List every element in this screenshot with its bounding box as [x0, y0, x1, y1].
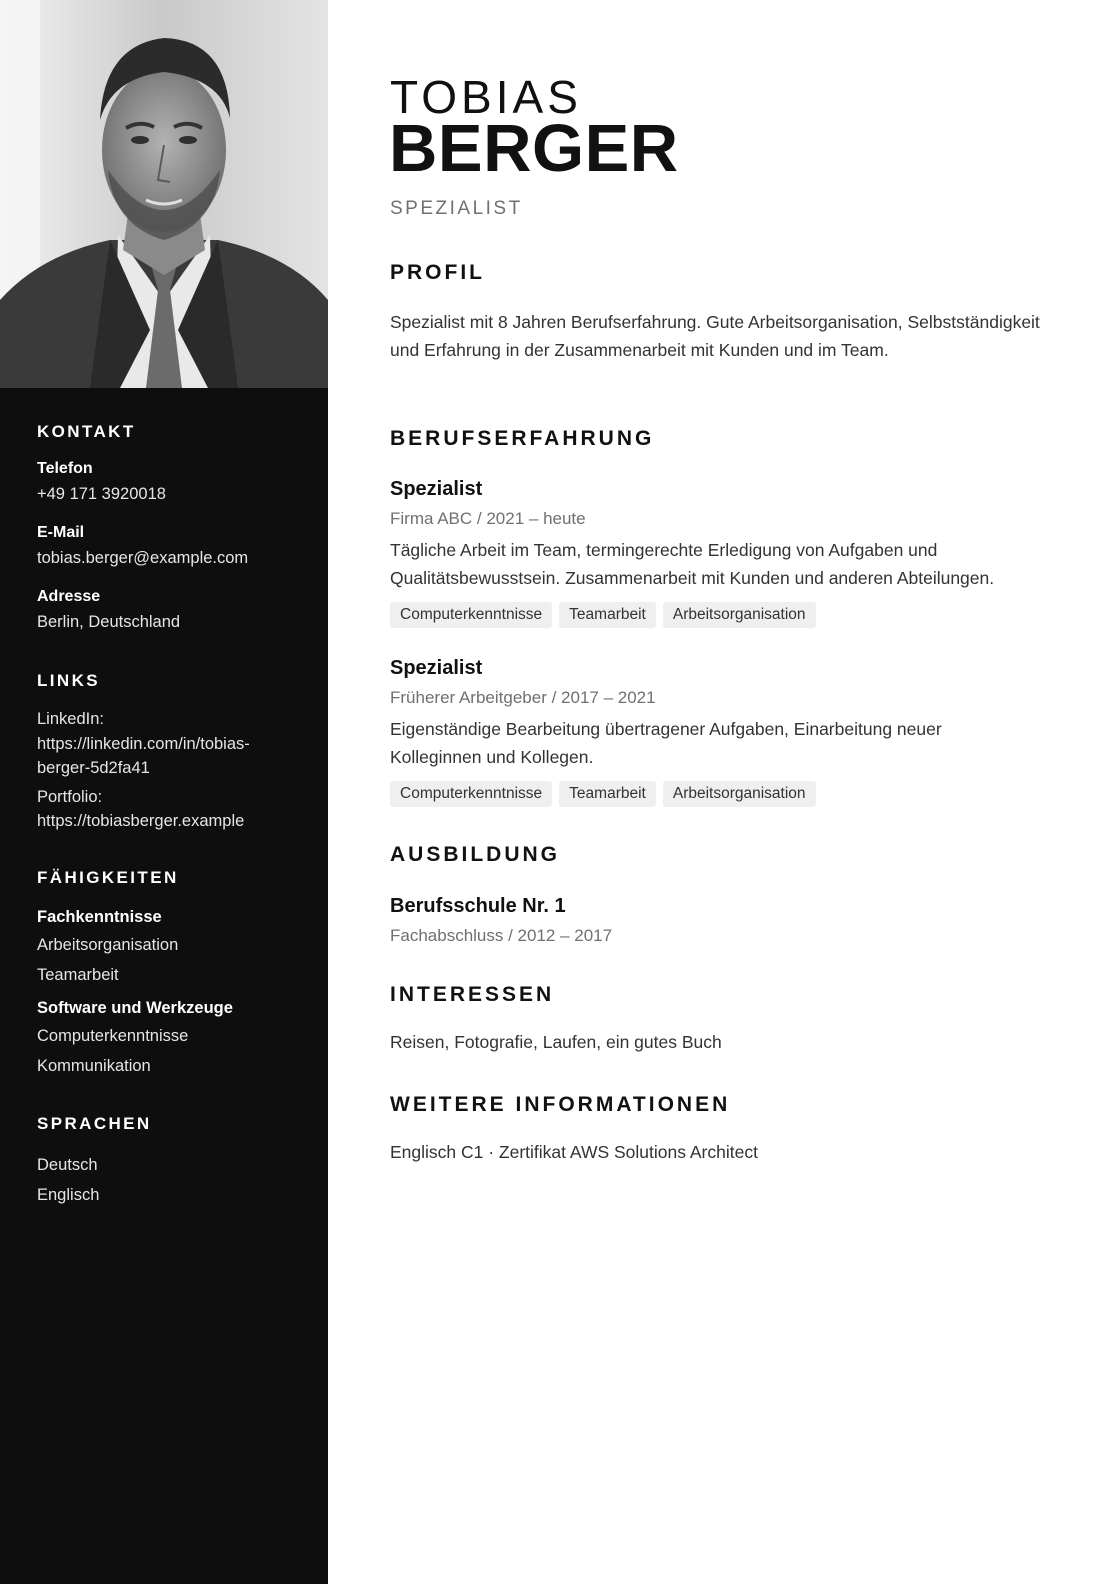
skills-heading: FÄHIGKEITEN	[37, 867, 179, 887]
skill-category-software: Software und Werkzeuge	[37, 998, 233, 1017]
experience-heading: BERUFSERFAHRUNG	[390, 427, 655, 450]
skill-item: Computerkenntnisse	[37, 1026, 189, 1045]
address-block	[37, 588, 307, 633]
sidebar	[0, 0, 328, 1584]
job-entry	[390, 477, 1070, 628]
phone-label: Telefon	[37, 460, 93, 477]
profile-text: Spezialist mit 8 Jahren Berufserfahrung. Gute Arbeitsorganisation, Selbstständigkeit und Erfahrung in der Zusammenarbeit mit Kunden und im Team.	[390, 312, 1040, 360]
skill-item: Arbeitsorganisation	[37, 935, 179, 954]
skill-tag: Teamarbeit	[559, 781, 656, 807]
phone-block	[37, 460, 307, 505]
last-name: BERGER	[389, 111, 679, 186]
skill-tag: Teamarbeit	[559, 602, 656, 628]
languages-heading: SPRACHEN	[37, 1113, 152, 1133]
contact-heading: KONTAKT	[37, 422, 136, 441]
sidebar-content	[37, 422, 307, 1214]
job-title: SPEZIALIST	[390, 198, 523, 219]
email-block	[37, 524, 307, 569]
profile-heading: PROFIL	[390, 261, 485, 284]
education-entry	[390, 894, 1070, 947]
skill-category-fachkenntnisse: Fachkenntnisse	[37, 907, 162, 926]
linkedin-label: LinkedIn:	[37, 710, 104, 728]
language-item: Englisch	[37, 1185, 100, 1204]
skill-tag: Computerkenntnisse	[390, 602, 552, 628]
portfolio-url[interactable]: https://tobiasberger.example	[37, 812, 245, 830]
interests-heading: INTERESSEN	[390, 983, 555, 1006]
portfolio-label: Portfolio:	[37, 787, 103, 806]
job-tags	[390, 602, 1070, 628]
more-info-text: Englisch C1 · Zertifikat AWS Solutions Architect	[390, 1142, 758, 1162]
address-value: Berlin, Deutschland	[37, 613, 181, 631]
job-position: Spezialist	[390, 657, 483, 679]
skill-item: Teamarbeit	[37, 965, 119, 984]
job-meta: Früherer Arbeitgeber / 2017 – 2021	[390, 688, 656, 707]
skill-item: Kommunikation	[37, 1056, 151, 1075]
skill-tag: Arbeitsorganisation	[663, 602, 816, 628]
linkedin-url-cont[interactable]: berger-5d2fa41	[37, 759, 150, 777]
links-list	[37, 707, 307, 834]
job-entry	[390, 656, 1070, 807]
first-name: TOBIAS	[390, 71, 582, 123]
skill-tag: Arbeitsorganisation	[663, 781, 816, 807]
linkedin-url[interactable]: https://linkedin.com/in/tobias-	[37, 734, 250, 753]
email-value[interactable]: tobias.berger@example.com	[37, 549, 249, 567]
address-label: Adresse	[37, 588, 101, 605]
skill-tag: Computerkenntnisse	[390, 781, 552, 807]
job-meta: Firma ABC / 2021 – heute	[390, 509, 586, 528]
email-label: E-Mail	[37, 524, 85, 541]
job-description: Eigenständige Bearbeitung übertragener Aufgaben, Einarbeitung neuer Kolleginnen und Kollegen.	[390, 719, 942, 767]
language-item: Deutsch	[37, 1155, 98, 1174]
education-heading: AUSBILDUNG	[390, 843, 560, 866]
phone-value[interactable]: +49 171 3920018	[37, 485, 166, 503]
school-name: Berufsschule Nr. 1	[390, 895, 566, 917]
job-tags	[390, 781, 1070, 807]
interests-text: Reisen, Fotografie, Laufen, ein gutes Buch	[390, 1032, 722, 1052]
job-position: Spezialist	[390, 478, 483, 500]
education-meta: Fachabschluss / 2012 – 2017	[390, 926, 613, 945]
job-description: Tägliche Arbeit im Team, termingerechte Erledigung von Aufgaben und Qualitätsbewusstsein. Zusammenarbeit mit Kunden und anderen Abteilungen.	[390, 540, 995, 588]
more-info-heading: WEITERE INFORMATIONEN	[390, 1093, 731, 1116]
profile-photo	[0, 0, 328, 388]
links-heading: LINKS	[37, 671, 100, 690]
